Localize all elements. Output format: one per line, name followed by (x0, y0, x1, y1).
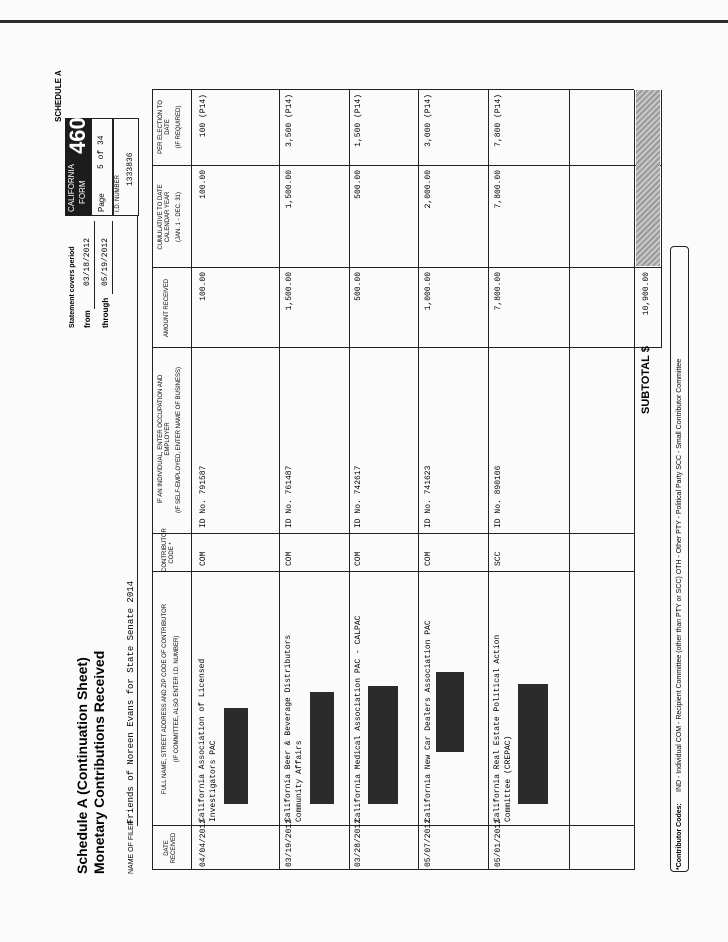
row3-amount: 500.00 (354, 272, 363, 301)
header-code: CONTRIBUTOR CODE * (162, 528, 175, 572)
from-label: from (83, 310, 92, 328)
row3-name-1: California Medical Association PAC - CALPAC (354, 615, 363, 822)
row1-date: 04/04/2012 (199, 818, 208, 867)
filer-underline (137, 216, 138, 826)
row-sep (569, 90, 570, 870)
header-name-sub: (IF COMMITTEE, ALSO ENTER I.D. NUMBER) (174, 635, 180, 763)
row4-occupation: ID No. 741623 (424, 465, 433, 528)
shaded-cells (636, 90, 660, 266)
schedule-title: Schedule A (Continuation Sheet) (74, 657, 90, 874)
header-bottom (191, 90, 192, 870)
header-per-election-sub: (IF REQUIRED) (176, 105, 182, 149)
row5-amount: 7,800.00 (494, 272, 503, 311)
row2-cumulative: 1,500.00 (285, 170, 294, 209)
row-sep (349, 90, 350, 870)
row2-redacted-address (310, 692, 334, 804)
table-bottom (634, 90, 635, 870)
table-top (152, 90, 153, 870)
row3-date: 03/28/2012 (354, 818, 363, 867)
col-sep-date (152, 825, 634, 826)
subtotal-bottom (661, 90, 662, 348)
row2-occupation: ID No. 761487 (285, 465, 294, 528)
filer-label: NAME OF FILER (128, 820, 135, 874)
header-occupation: IF AN INDIVIDUAL, ENTER OCCUPATION AND EMPLOYER (158, 374, 171, 504)
page-number: 5 of 34 (97, 135, 106, 169)
row3-cumulative: 500.00 (354, 170, 363, 199)
header-cumulative-sub: (JAN. 1 - DEC. 31) (176, 192, 182, 243)
from-date: 03/18/2012 (83, 237, 92, 286)
filer-name: Friends of Noreen Evans for State Senate 2014 (126, 580, 136, 824)
header-name: FULL NAME, STREET ADDRESS AND ZIP CODE OF CONTRIBUTOR (162, 603, 168, 795)
schedule-subtitle: Monetary Contributions Received (91, 650, 107, 874)
row5-name-2: Committee (CREPAC) (504, 735, 513, 822)
header-amount: AMOUNT RECEIVED (164, 278, 170, 338)
row4-date: 05/07/2012 (424, 818, 433, 867)
row5-redacted-address (518, 684, 548, 804)
table-right (152, 89, 634, 90)
rotated-form (52, 38, 708, 884)
codes-legend: IND - Individual COM - Recipient Committee (other than PTY or SCC) OTH - Other PTY - Political Party SCC - Small Contributor Committee (676, 358, 683, 792)
row5-occupation: ID No. 890106 (494, 465, 503, 528)
row1-amount: 100.00 (199, 272, 208, 301)
codes-box (670, 246, 689, 872)
col-sep-code (152, 533, 634, 534)
through-underline (112, 221, 113, 294)
row5-cumulative: 7,800.00 (494, 170, 503, 209)
row1-code: COM (199, 551, 208, 566)
row2-code: COM (285, 551, 294, 566)
subtotal-value: 10,900.00 (642, 272, 651, 316)
row2-amount: 1,500.00 (285, 272, 294, 311)
row5-date: 05/01/2012 (494, 818, 503, 867)
row1-name-1: California Association of Licensed (198, 658, 207, 822)
row-sep (488, 90, 489, 870)
row4-cumulative: 2,000.00 (424, 170, 433, 209)
col-sep-amount (152, 267, 661, 268)
header-occupation-sub: (IF SELF-EMPLOYED, ENTER NAME OF BUSINESS) (176, 366, 182, 514)
row-sep (279, 90, 280, 870)
id-label: I.D. NUMBER (115, 174, 121, 212)
row2-name-2: Community Affairs (295, 740, 304, 822)
row4-name-1: California New Car Dealers Association PAC (424, 620, 433, 822)
row3-occupation: ID No. 742617 (354, 465, 363, 528)
form-label: FORM (78, 180, 87, 204)
from-underline (94, 221, 95, 309)
through-label: through (101, 297, 110, 328)
row3-redacted-address (368, 686, 398, 804)
row-sep (418, 90, 419, 870)
row3-per-election: 1,500 (P14) (354, 94, 363, 147)
row2-date: 03/19/2012 (285, 818, 294, 867)
col-sep-name (152, 571, 634, 572)
row2-per-election: 3,500 (P14) (285, 94, 294, 147)
row1-cumulative: 100.00 (199, 170, 208, 199)
form-state: CALIFORNIA (67, 163, 76, 212)
schedule-label: SCHEDULE A (54, 70, 63, 122)
row3-code: COM (354, 551, 363, 566)
row4-amount: 1,000.00 (424, 272, 433, 311)
header-per-election: PER ELECTION TO DATE (158, 100, 171, 154)
col-sep-cumulative (152, 165, 661, 166)
row5-name-1: California Real Estate Political Action (493, 634, 502, 822)
row4-redacted-address (436, 672, 464, 752)
subtotal-label: SUBTOTAL $ (640, 346, 652, 414)
col-sep-occ (152, 347, 661, 348)
row1-name-2: Investigators PAC (209, 740, 218, 822)
statement-heading: Statement covers period (69, 246, 76, 328)
through-date: 05/19/2012 (101, 237, 110, 286)
id-number: 1333836 (126, 152, 135, 186)
header-date: DATE RECEIVED (164, 832, 177, 864)
row2-name-1: California Beer & Beverage Distributors (284, 634, 293, 822)
page-label: Page (97, 193, 106, 212)
header-cumulative: CUMULATIVE TO DATE CALENDAR YEAR (158, 184, 171, 250)
table-left (152, 869, 634, 870)
row4-per-election: 3,000 (P14) (424, 94, 433, 147)
row5-code: SCC (494, 551, 503, 566)
row1-redacted-address (224, 708, 248, 804)
row4-code: COM (424, 551, 433, 566)
codes-label: *Contributor Codes: (676, 803, 683, 870)
form-number: 460 (65, 117, 90, 154)
row1-per-election: 100 (P14) (199, 94, 208, 138)
row1-occupation: ID No. 791587 (199, 465, 208, 528)
scan-edge-line (0, 20, 728, 23)
row5-per-election: 7,800 (P14) (494, 94, 503, 147)
